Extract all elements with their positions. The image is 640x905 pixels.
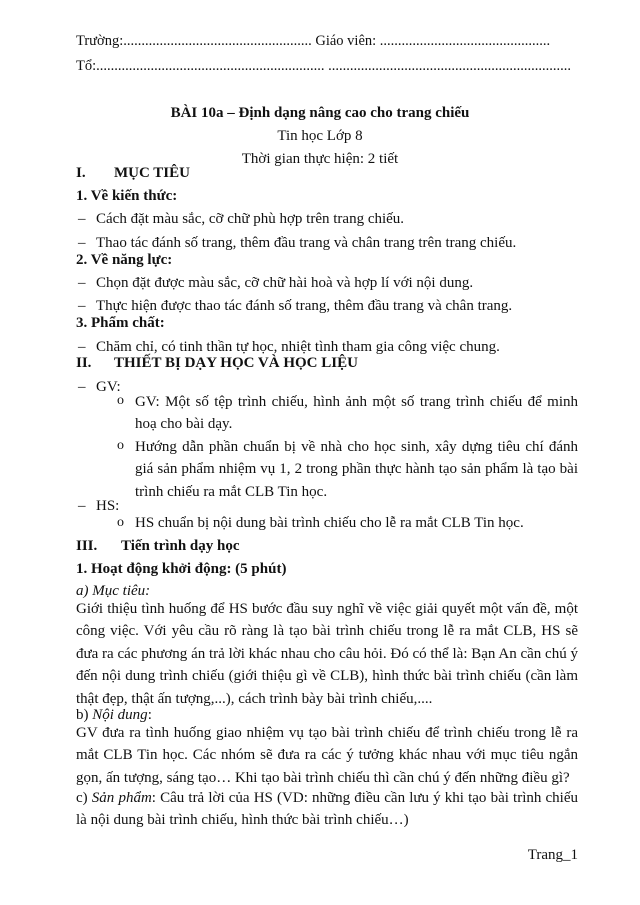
quality-heading: 3. Phẩm chất: — [76, 315, 165, 331]
ability-heading: 2. Về năng lực: — [76, 252, 173, 268]
ability-item: Thực hiện được thao tác đánh số trang, thêm đầu trang và chân trang. — [96, 298, 513, 314]
hs-label: HS: — [96, 498, 120, 514]
content-paragraph: GV đưa ra tình huống giao nhiệm vụ tạo bài trình chiếu để trình chiếu trong lễ ra mắt CLB Tin học. Các nhóm sẽ đưa ra các ý tưởng khác nhau với mục tiêu ngắn gọn, ấn tượng, sáng tạo… Khi tạo bài trình chiếu thì cần chú ý đến những điều gì? — [76, 725, 578, 786]
content-prefix: b) — [76, 707, 93, 723]
activity1-heading: 1. Hoạt động khởi động: (5 phút) — [76, 561, 287, 577]
page-number: Trang_1 — [527, 847, 578, 863]
section2-heading: THIẾT BỊ DẠY HỌC VÀ HỌC LIỆU — [114, 355, 358, 371]
product-prefix: c) — [76, 790, 92, 806]
product-text: : Câu trả lời của HS (VD: những điều cần lưu ý khi tạo bài trình chiếu là nội dung bài trình chiếu, hình thức bài trình chiếu…) — [76, 790, 578, 829]
section3-heading: Tiến trình dạy học — [121, 538, 240, 554]
bullet-marker: o — [117, 393, 124, 408]
lesson-subject: Tin học Lớp 8 — [277, 128, 363, 144]
bullet-marker: o — [117, 438, 124, 453]
section1-heading: MỤC TIÊU — [114, 165, 190, 181]
knowledge-heading: 1. Về kiến thức: — [76, 188, 178, 204]
dash-marker: – — [78, 211, 86, 227]
content-label: Nội dung — [92, 707, 148, 723]
lesson-duration: Thời gian thực hiện: 2 tiết — [241, 151, 399, 167]
dash-marker: – — [78, 339, 86, 355]
gv-label: GV: — [96, 379, 121, 395]
dash-marker: – — [78, 275, 86, 291]
product-label: Sản phẩm — [91, 790, 152, 806]
knowledge-item: Thao tác đánh số trang, thêm đầu trang và chân trang trên trang chiếu. — [96, 235, 517, 251]
dash-marker: – — [78, 498, 86, 514]
bullet-marker: o — [117, 515, 124, 530]
dash-marker: – — [78, 235, 86, 251]
dash-marker: – — [78, 298, 86, 314]
ability-item: Chọn đặt được màu sắc, cỡ chữ hài hoà và hợp lí với nội dung. — [96, 275, 474, 291]
gv-item: GV: Một số tệp trình chiếu, hình ảnh một số trang trình chiếu để minh hoạ cho bài dạy. — [135, 394, 578, 433]
school-teacher-line: Trường:.................................................... Giáo viên: ............................................... — [76, 33, 551, 49]
lesson-title: BÀI 10a – Định dạng nâng cao cho trang chiếu — [170, 105, 470, 121]
section1-number: I. — [76, 165, 86, 181]
gv-item: Hướng dẫn phần chuẩn bị về nhà cho học sinh, xây dựng tiêu chí đánh giá sản phẩm nhiệm vụ 1, 2 trong phần thực hành tạo sản phẩm là tạo bài trình chiếu ra mắt CLB Tin học. — [135, 439, 578, 500]
content-suffix: : — [147, 707, 152, 723]
product-paragraph — [76, 787, 578, 832]
section3-number: III. — [76, 538, 98, 554]
knowledge-item: Cách đặt màu sắc, cỡ chữ phù hợp trên trang chiếu. — [96, 211, 405, 227]
group-line: Tổ:............................................................... ................................................................... — [76, 58, 572, 74]
section2-number: II. — [76, 355, 92, 371]
hs-item: HS chuẩn bị nội dung bài trình chiếu cho lễ ra mắt CLB Tin học. — [135, 515, 524, 531]
quality-item: Chăm chỉ, có tinh thần tự học, nhiệt tình tham gia công việc chung. — [96, 339, 500, 355]
objective-paragraph: Giới thiệu tình huống để HS bước đầu suy nghĩ về việc giải quyết một vấn đề, một công việc. Với yêu cầu rõ ràng là tạo bài trình chiếu trong lễ ra mắt CLB, HS sẽ đưa ra các phương án trả lời khác nhau cho câu hỏi. Đó có thể là: Bạn An cần chú ý đến nội dung trình chiếu (giới thiệu gì về CLB), hình thức bài trình chiếu (cần làm thật đẹp, thật ấn tượng,...), cách trình bày bài trình chiếu,.... — [76, 601, 578, 707]
dash-marker: – — [78, 379, 86, 395]
objective-label: a) Mục tiêu: — [76, 583, 151, 599]
